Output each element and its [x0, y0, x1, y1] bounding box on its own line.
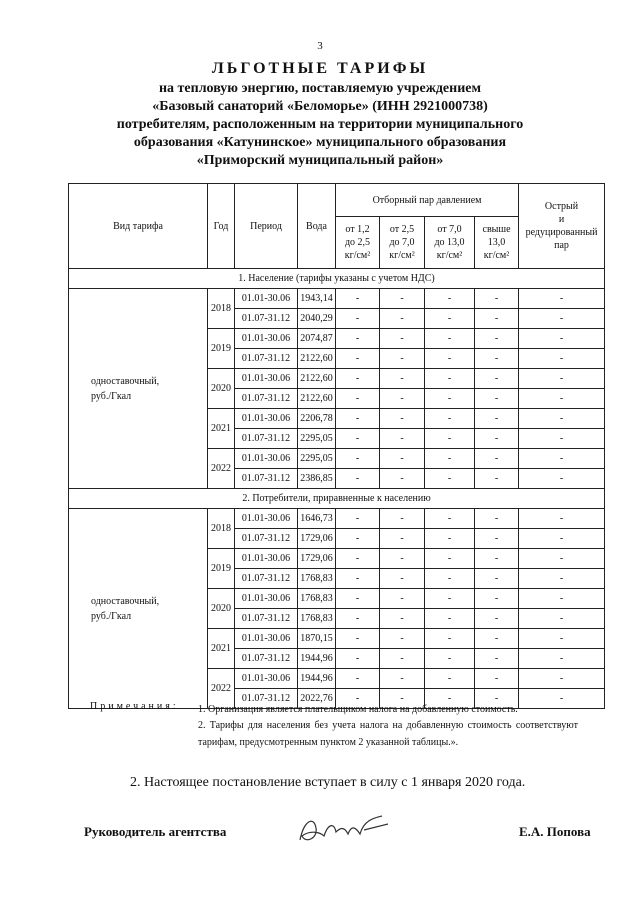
water-tariff-cell: 1944,96 — [298, 649, 336, 669]
section-title: 1. Население (тарифы указаны с учетом НДС) — [69, 269, 605, 289]
empty-tariff-cell: - — [475, 289, 519, 309]
empty-tariff-cell: - — [336, 349, 380, 369]
empty-tariff-cell: - — [475, 549, 519, 569]
empty-tariff-cell: - — [380, 289, 425, 309]
empty-tariff-cell: - — [380, 629, 425, 649]
empty-tariff-cell: - — [519, 469, 605, 489]
header-steam-col-2 — [380, 217, 425, 269]
water-tariff-cell: 1943,14 — [298, 289, 336, 309]
empty-tariff-cell: - — [475, 629, 519, 649]
empty-tariff-cell: - — [380, 469, 425, 489]
water-tariff-cell: 2206,78 — [298, 409, 336, 429]
period-cell: 01.07-31.12 — [235, 569, 298, 589]
water-tariff-cell: 1944,96 — [298, 669, 336, 689]
header-sharp-steam-line: редуцированный — [525, 227, 598, 238]
empty-tariff-cell: - — [475, 669, 519, 689]
section-header-row — [69, 269, 605, 289]
period-cell: 01.01-30.06 — [235, 409, 298, 429]
water-tariff-cell: 2295,05 — [298, 449, 336, 469]
empty-tariff-cell: - — [519, 549, 605, 569]
period-cell: 01.01-30.06 — [235, 549, 298, 569]
period-cell: 01.01-30.06 — [235, 629, 298, 649]
empty-tariff-cell: - — [336, 449, 380, 469]
header-steam-line: свыше — [482, 224, 511, 235]
year-cell: 2020 — [208, 369, 235, 409]
empty-tariff-cell: - — [336, 649, 380, 669]
water-tariff-cell: 2122,60 — [298, 349, 336, 369]
header-steam-line: от 1,2 — [345, 224, 370, 235]
header-period: Период — [235, 184, 298, 269]
year-cell: 2021 — [208, 629, 235, 669]
empty-tariff-cell: - — [336, 549, 380, 569]
empty-tariff-cell: - — [475, 369, 519, 389]
empty-tariff-cell: - — [519, 449, 605, 469]
empty-tariff-cell: - — [475, 429, 519, 449]
period-cell: 01.07-31.12 — [235, 609, 298, 629]
period-cell: 01.07-31.12 — [235, 689, 298, 709]
water-tariff-cell: 2295,05 — [298, 429, 336, 449]
empty-tariff-cell: - — [425, 329, 475, 349]
empty-tariff-cell: - — [425, 309, 475, 329]
water-tariff-cell: 1729,06 — [298, 549, 336, 569]
water-tariff-cell: 1729,06 — [298, 529, 336, 549]
empty-tariff-cell: - — [380, 509, 425, 529]
empty-tariff-cell: - — [519, 349, 605, 369]
empty-tariff-cell: - — [380, 429, 425, 449]
empty-tariff-cell: - — [519, 329, 605, 349]
empty-tariff-cell: - — [519, 569, 605, 589]
empty-tariff-cell: - — [519, 429, 605, 449]
water-tariff-cell: 1768,83 — [298, 589, 336, 609]
empty-tariff-cell: - — [475, 469, 519, 489]
empty-tariff-cell: - — [425, 529, 475, 549]
empty-tariff-cell: - — [380, 689, 425, 709]
header-steam-line: от 2,5 — [389, 224, 415, 235]
empty-tariff-cell: - — [380, 369, 425, 389]
empty-tariff-cell: - — [380, 449, 425, 469]
effective-date-paragraph: 2. Настоящее постановление вступает в силу с 1 января 2020 года. — [130, 775, 526, 790]
header-steam-line: от 7,0 — [437, 224, 462, 235]
period-cell: 01.07-31.12 — [235, 649, 298, 669]
tariff-type-line: одноставочный, — [91, 595, 160, 607]
title-line: «Приморский муниципальный район» — [196, 153, 444, 168]
empty-tariff-cell: - — [380, 589, 425, 609]
water-tariff-cell: 2022,76 — [298, 689, 336, 709]
empty-tariff-cell: - — [519, 529, 605, 549]
year-cell: 2019 — [208, 329, 235, 369]
empty-tariff-cell: - — [475, 609, 519, 629]
empty-tariff-cell: - — [336, 669, 380, 689]
empty-tariff-cell: - — [475, 649, 519, 669]
header-steam-line: кг/см² — [344, 250, 371, 261]
empty-tariff-cell: - — [380, 409, 425, 429]
handwritten-signature — [290, 810, 400, 850]
empty-tariff-cell: - — [425, 449, 475, 469]
empty-tariff-cell: - — [519, 289, 605, 309]
empty-tariff-cell: - — [475, 409, 519, 429]
empty-tariff-cell: - — [519, 649, 605, 669]
empty-tariff-cell: - — [519, 369, 605, 389]
period-cell: 01.07-31.12 — [235, 349, 298, 369]
title-line: образования «Катунинское» муниципального образования — [133, 135, 507, 150]
empty-tariff-cell: - — [336, 389, 380, 409]
empty-tariff-cell: - — [475, 509, 519, 529]
header-sharp-steam-line: Острый — [544, 201, 579, 212]
year-cell: 2018 — [208, 289, 235, 329]
empty-tariff-cell: - — [380, 569, 425, 589]
period-cell: 01.01-30.06 — [235, 509, 298, 529]
header-steam-line: 13,0 — [487, 237, 506, 248]
empty-tariff-cell: - — [336, 289, 380, 309]
empty-tariff-cell: - — [336, 429, 380, 449]
water-tariff-cell: 1768,83 — [298, 609, 336, 629]
section-title: 2. Потребители, приравненные к населению — [69, 489, 605, 509]
year-cell: 2022 — [208, 669, 235, 709]
tariff-type-cell — [69, 509, 208, 709]
period-cell: 01.01-30.06 — [235, 329, 298, 349]
empty-tariff-cell: - — [425, 289, 475, 309]
empty-tariff-cell: - — [336, 629, 380, 649]
header-steam: Отборный пар давлением — [336, 184, 519, 217]
period-cell: 01.07-31.12 — [235, 309, 298, 329]
table-row — [69, 509, 605, 529]
tariff-type-line: одноставочный, — [91, 375, 160, 387]
empty-tariff-cell: - — [425, 669, 475, 689]
water-tariff-cell: 1870,15 — [298, 629, 336, 649]
empty-tariff-cell: - — [425, 409, 475, 429]
year-cell: 2019 — [208, 549, 235, 589]
empty-tariff-cell: - — [519, 589, 605, 609]
empty-tariff-cell: - — [425, 549, 475, 569]
period-cell: 01.07-31.12 — [235, 529, 298, 549]
empty-tariff-cell: - — [425, 609, 475, 629]
empty-tariff-cell: - — [336, 589, 380, 609]
empty-tariff-cell: - — [425, 469, 475, 489]
empty-tariff-cell: - — [425, 629, 475, 649]
empty-tariff-cell: - — [475, 689, 519, 709]
period-cell: 01.01-30.06 — [235, 449, 298, 469]
header-sharp-steam-line: пар — [554, 240, 569, 251]
year-cell: 2018 — [208, 509, 235, 549]
empty-tariff-cell: - — [475, 389, 519, 409]
empty-tariff-cell: - — [475, 329, 519, 349]
empty-tariff-cell: - — [475, 309, 519, 329]
empty-tariff-cell: - — [475, 349, 519, 369]
header-tariff-type: Вид тарифа — [69, 184, 208, 269]
section-header-row — [69, 489, 605, 509]
signatory-role: Руководитель агентства — [84, 824, 227, 839]
empty-tariff-cell: - — [380, 329, 425, 349]
empty-tariff-cell: - — [519, 609, 605, 629]
water-tariff-cell: 2122,60 — [298, 389, 336, 409]
header-sharp-steam-line: и — [558, 214, 565, 225]
empty-tariff-cell: - — [519, 669, 605, 689]
header-steam-col-4 — [475, 217, 519, 269]
water-tariff-cell: 1646,73 — [298, 509, 336, 529]
empty-tariff-cell: - — [475, 569, 519, 589]
water-tariff-cell: 2122,60 — [298, 369, 336, 389]
period-cell: 01.01-30.06 — [235, 589, 298, 609]
empty-tariff-cell: - — [475, 449, 519, 469]
table-row — [69, 289, 605, 309]
empty-tariff-cell: - — [425, 389, 475, 409]
tariff-type-cell — [69, 289, 208, 489]
empty-tariff-cell: - — [519, 689, 605, 709]
empty-tariff-cell: - — [425, 589, 475, 609]
header-steam-line: кг/см² — [389, 250, 415, 261]
empty-tariff-cell: - — [519, 409, 605, 429]
header-steam-col-3 — [425, 217, 475, 269]
empty-tariff-cell: - — [519, 629, 605, 649]
empty-tariff-cell: - — [336, 689, 380, 709]
empty-tariff-cell: - — [380, 349, 425, 369]
empty-tariff-cell: - — [425, 429, 475, 449]
header-steam-line: кг/см² — [483, 250, 510, 261]
header-steam-line: до 7,0 — [389, 237, 415, 248]
empty-tariff-cell: - — [380, 529, 425, 549]
period-cell: 01.01-30.06 — [235, 369, 298, 389]
page-number: 3 — [317, 40, 323, 52]
empty-tariff-cell: - — [380, 309, 425, 329]
document-title: ЛЬГОТНЫЕ ТАРИФЫ — [211, 60, 429, 77]
empty-tariff-cell: - — [380, 549, 425, 569]
header-steam-line: кг/см² — [436, 250, 463, 261]
year-cell: 2021 — [208, 409, 235, 449]
empty-tariff-cell: - — [336, 369, 380, 389]
empty-tariff-cell: - — [380, 389, 425, 409]
empty-tariff-cell: - — [336, 509, 380, 529]
empty-tariff-cell: - — [425, 369, 475, 389]
water-tariff-cell: 2040,29 — [298, 309, 336, 329]
header-steam-col-1 — [336, 217, 380, 269]
header-steam-line: до 2,5 — [344, 237, 371, 248]
period-cell: 01.07-31.12 — [235, 389, 298, 409]
period-cell: 01.07-31.12 — [235, 429, 298, 449]
empty-tariff-cell: - — [380, 669, 425, 689]
header-year: Год — [208, 184, 235, 269]
water-tariff-cell: 2386,85 — [298, 469, 336, 489]
empty-tariff-cell: - — [336, 409, 380, 429]
tariff-type-line: руб./Гкал — [91, 390, 132, 402]
header-steam-line: до 13,0 — [434, 237, 465, 248]
empty-tariff-cell: - — [519, 309, 605, 329]
period-cell: 01.07-31.12 — [235, 469, 298, 489]
note-item: 1. Организация является плательщиком налога на добавленную стоимость. — [198, 704, 518, 715]
title-line: «Базовый санаторий «Беломорье» (ИНН 2921000738) — [152, 99, 488, 114]
empty-tariff-cell: - — [336, 569, 380, 589]
empty-tariff-cell: - — [336, 469, 380, 489]
year-cell: 2020 — [208, 589, 235, 629]
header-sharp-steam — [519, 184, 605, 269]
empty-tariff-cell: - — [519, 389, 605, 409]
period-cell: 01.01-30.06 — [235, 289, 298, 309]
empty-tariff-cell: - — [425, 689, 475, 709]
water-tariff-cell: 1768,83 — [298, 569, 336, 589]
note-item: 2. Тарифы для населения без учета налога на добавленную стоимость соответствуют тарифам, предусмотренным пунктом 2 указанной таблицы.». — [198, 720, 578, 748]
tariff-table — [68, 183, 605, 709]
empty-tariff-cell: - — [425, 569, 475, 589]
year-cell: 2022 — [208, 449, 235, 489]
empty-tariff-cell: - — [336, 529, 380, 549]
empty-tariff-cell: - — [380, 609, 425, 629]
empty-tariff-cell: - — [475, 529, 519, 549]
notes-label: Примечания: — [90, 701, 179, 712]
signatory-name: Е.А. Попова — [519, 824, 591, 839]
title-line: на тепловую энергию, поставляемую учреждением — [158, 81, 482, 96]
empty-tariff-cell: - — [380, 649, 425, 669]
water-tariff-cell: 2074,87 — [298, 329, 336, 349]
empty-tariff-cell: - — [425, 649, 475, 669]
empty-tariff-cell: - — [425, 509, 475, 529]
empty-tariff-cell: - — [519, 509, 605, 529]
empty-tariff-cell: - — [475, 589, 519, 609]
empty-tariff-cell: - — [336, 609, 380, 629]
header-water: Вода — [298, 184, 336, 269]
empty-tariff-cell: - — [336, 329, 380, 349]
empty-tariff-cell: - — [425, 349, 475, 369]
tariff-type-line: руб./Гкал — [91, 610, 132, 622]
title-line: потребителям, расположенным на территории муниципального — [116, 117, 524, 132]
period-cell: 01.01-30.06 — [235, 669, 298, 689]
empty-tariff-cell: - — [336, 309, 380, 329]
